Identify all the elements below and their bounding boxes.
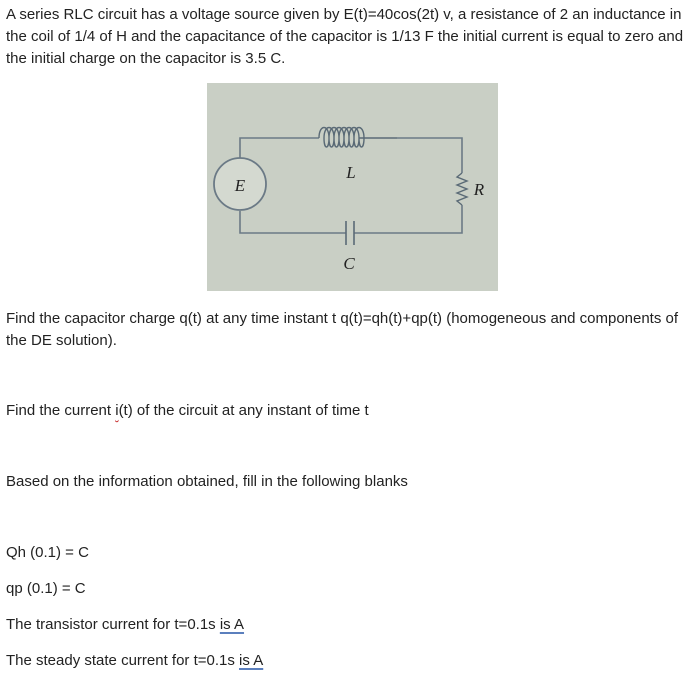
blank-transient-answer: is A	[219, 616, 245, 633]
blank-steady-current	[6, 650, 694, 672]
question-charge: Find the capacitor charge q(t) at any time instant t q(t)=qh(t)+qp(t) (homogeneous and components of the DE solution).	[6, 310, 679, 349]
blank-qh: Qh (0.1) = C	[6, 544, 89, 561]
source-label: E	[234, 176, 246, 195]
blank-transient-text: The transistor current for t=0.1s	[6, 616, 220, 633]
capacitor-label: C	[343, 254, 355, 273]
problem-statement: A series RLC circuit has a voltage source given by E(t)=40cos(2t) v, a resistance of 2 an inductance in the coil of 1/4 of H and the capacitance of the capacitor is 1/13 F the initial current is equal to zero and the initial charge on the capacitor is 3.5 C.	[6, 6, 684, 67]
blank-steady-answer: is A	[239, 652, 264, 669]
blank-steady-text: The steady state current for t=0.1s	[6, 652, 240, 669]
rlc-circuit-diagram	[207, 83, 498, 291]
inductor-label: L	[346, 163, 356, 182]
spellcheck-marked-word: i	[115, 402, 119, 419]
fill-blanks-instruction: Based on the information obtained, fill in the following blanks	[6, 473, 408, 490]
question-current-text-end: (t) of the circuit at any instant of time t	[118, 402, 369, 419]
blank-qp: qp (0.1) = C	[6, 580, 86, 597]
blank-transient-current	[6, 614, 694, 636]
resistor-label: R	[473, 180, 485, 199]
question-current	[6, 400, 694, 422]
question-current-text-start: Find the current	[6, 402, 116, 419]
